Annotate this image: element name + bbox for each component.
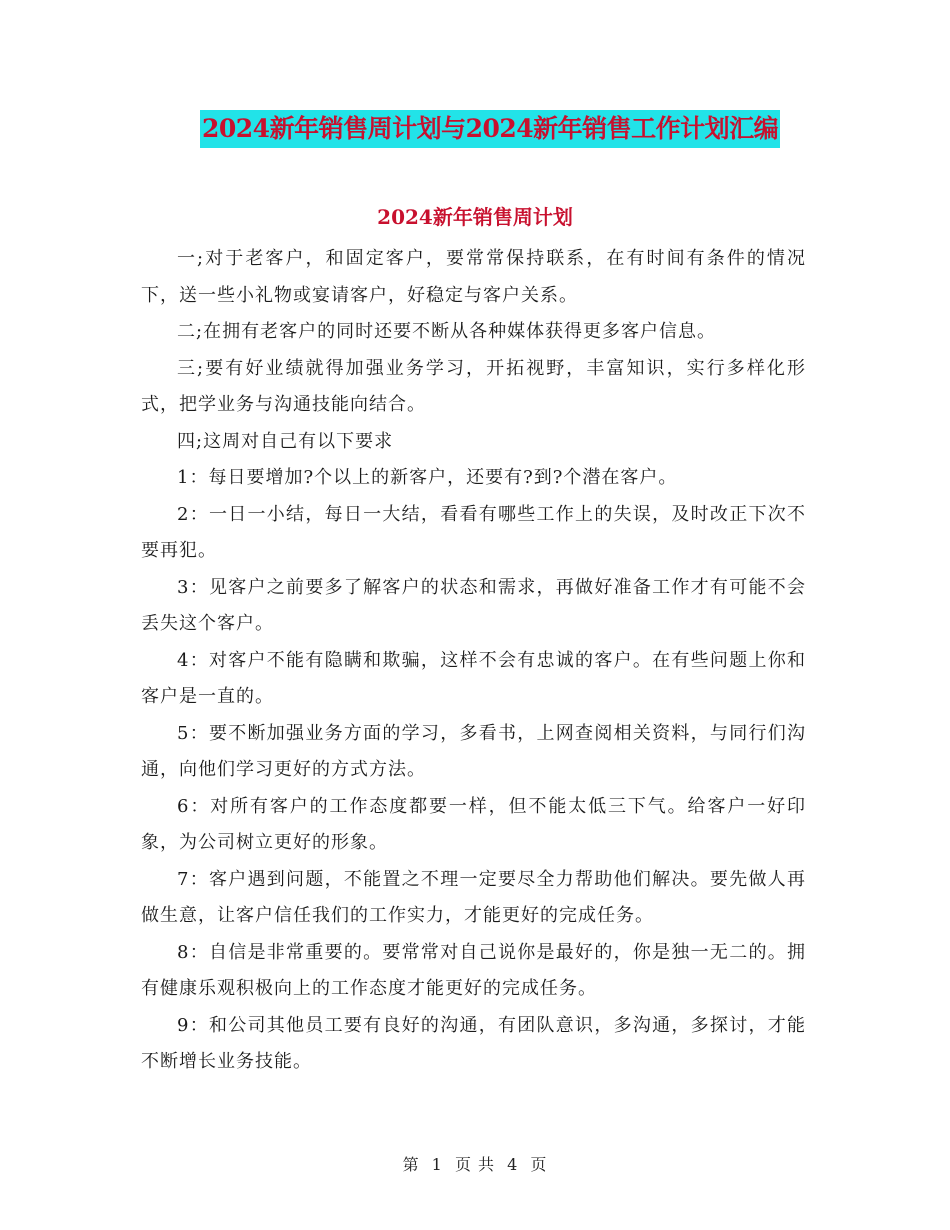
footer-prefix: 第	[402, 1155, 420, 1174]
section-title: 2024新年销售周计划	[377, 205, 573, 229]
list-item: 9：和公司其他员工要有良好的沟通，有团队意识，多沟通，多探讨，才能不断增长业务技能。	[141, 1014, 806, 1072]
footer-mid: 页 共	[454, 1155, 496, 1174]
paragraph: 四;这周对自己有以下要求	[177, 430, 394, 452]
list-item: 6：对所有客户的工作态度都要一样，但不能太低三下气。给客户一好印象，为公司树立更好的形象。	[141, 795, 806, 853]
list-item: 4：对客户不能有隐瞒和欺骗，这样不会有忠诚的客户。在有些问题上你和客户是一直的。	[141, 649, 806, 707]
paragraph: 三;要有好业绩就得加强业务学习，开拓视野，丰富知识，实行多样化形式，把学业务与沟通技能向结合。	[141, 357, 806, 415]
list-item: 3：见客户之前要多了解客户的状态和需求，再做好准备工作才有可能不会丢失这个客户。	[141, 576, 806, 634]
current-page-number: 1	[431, 1155, 443, 1174]
footer-suffix: 页	[530, 1155, 548, 1174]
page-footer	[0, 1153, 950, 1177]
list-item: 8：自信是非常重要的。要常常对自己说你是最好的，你是独一无二的。拥有健康乐观积极向上的工作态度才能更好的完成任务。	[141, 941, 806, 999]
list-item: 5：要不断加强业务方面的学习，多看书，上网查阅相关资料，与同行们沟通，向他们学习更好的方式方法。	[141, 722, 806, 780]
list-item: 2：一日一小结，每日一大结，看看有哪些工作上的失误，及时改正下次不要再犯。	[141, 503, 806, 561]
paragraph: 二;在拥有老客户的同时还要不断从各种媒体获得更多客户信息。	[177, 321, 717, 342]
paragraph: 一;对于老客户，和固定客户，要常常保持联系，在有时间有条件的情况下，送一些小礼物或宴请客户，好稳定与客户关系。	[141, 248, 806, 306]
document-body	[141, 222, 806, 1081]
list-item: 7：客户遇到问题，不能置之不理一定要尽全力帮助他们解决。要先做人再做生意，让客户信任我们的工作实力，才能更好的完成任务。	[141, 868, 806, 926]
total-pages-number: 4	[507, 1155, 519, 1174]
document-main-title: 2024新年销售周计划与2024新年销售工作计划汇编	[200, 110, 780, 148]
list-item: 1：每日要增加?个以上的新客户，还要有?到?个潜在客户。	[177, 467, 678, 488]
